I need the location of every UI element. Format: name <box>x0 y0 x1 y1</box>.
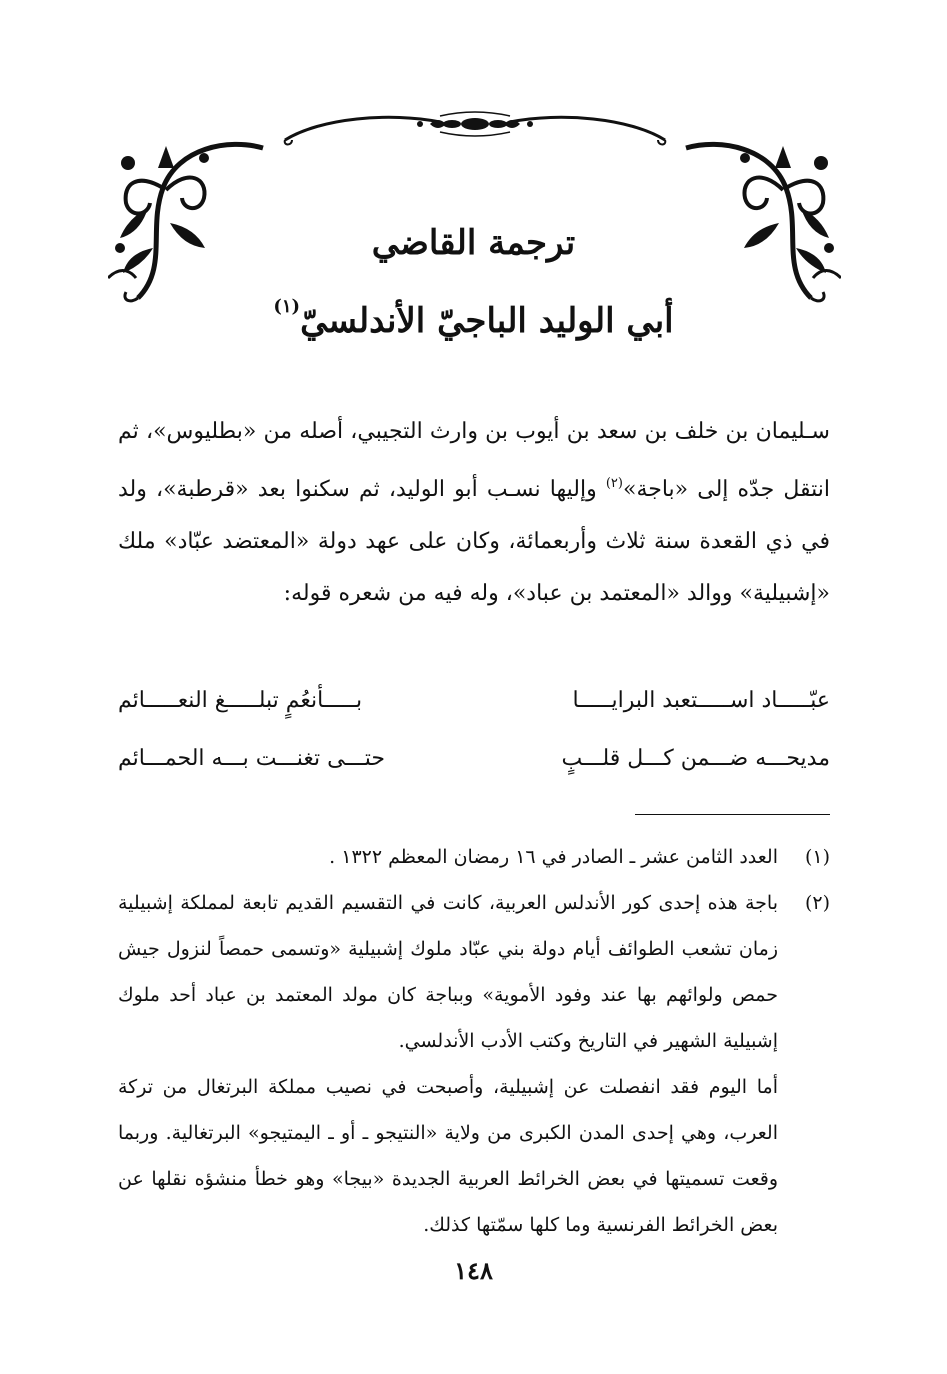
verse-first-hemistich: عبّـــــاد اســـــتعبد البرايـــــا <box>572 688 830 713</box>
footnotes <box>118 834 830 1248</box>
footnote-number: (١) <box>804 846 830 868</box>
poem-verse <box>118 672 830 730</box>
verse-first-hemistich: مديحـــه ضـــمن كـــل قلـــبٍ <box>561 746 830 771</box>
footnote-body <box>118 834 778 880</box>
body-text-part-2: وإليها نسـب أبو الوليد، ثم سكنوا بعد «قرطبة»، ولد في ذي القعدة سنة ثلاث وأربعمائة، وكان على عهد دولة «المعتضد عبّاد» ملك «إشبيلية» ووالد «المعتمد بن عباد»، وله فيه من شعره قوله: <box>118 477 830 606</box>
scroll-ornament-icon <box>280 108 670 148</box>
title-footnote-ref: (١) <box>273 296 301 317</box>
body-footnote-ref: (٢) <box>605 476 623 491</box>
poem <box>118 672 830 788</box>
verse-second-hemistich: بـــــأنعُمٍ تبلـــــغ النعـــــائم <box>118 688 363 713</box>
footnote-paragraph: العدد الثامن عشر ـ الصادر في ١٦ رمضان المعظم ١٣٢٢ . <box>329 846 778 868</box>
footnote-2 <box>118 880 830 1248</box>
footnote-body <box>118 880 778 1248</box>
footnote-divider <box>635 814 830 815</box>
page-number: ١٤٨ <box>454 1256 493 1285</box>
footnote-paragraph: باجة هذه إحدى كور الأندلس العربية، كانت في التقسيم القديم تابعة لمملكة إشبيلية زمان تشعب الطوائف أيام دولة بني عبّاد ملوك إشبيلية «وتسمى حمصاً لنزول جيش حمص ولوائهم بها عند وفود الأموية» وبباجة كان مولد المعتمد بن عباد أحد ملوك إشبيلية الشهير في التاريخ وكتب الأدب الأندلسي. <box>118 892 778 1052</box>
footnote-paragraph: أما اليوم فقد انفصلت عن إشبيلية، وأصبحت في نصيب مملكة البرتغال من تركة العرب، وهي إحدى المدن الكبرى من ولاية «النتيجو ـ أو ـ اليمتيجو» البرتغالية. وربما وقعت تسميتها في بعض الخرائط العربية الجديدة «بيجا» وهو خطأ منشؤه نقلها عن بعض الخرائط الفرنسية وما كلها سمّتها كذلك. <box>118 1076 779 1236</box>
verse-second-hemistich: حتـــى تغنـــت بـــه الحمـــائم <box>118 746 385 771</box>
page-title: ترجمة القاضي <box>371 223 576 263</box>
footnote-number: (٢) <box>804 892 830 914</box>
poem-verse <box>118 730 830 788</box>
page-subtitle <box>230 282 717 346</box>
body-text-part-1: سـليمان بن خلف بن سعد بن أيوب بن وارث التجيبي، أصله من «بطليوس»، ثم انتقل جدّه إلى «باجة» <box>118 419 830 502</box>
body-paragraph <box>118 406 830 620</box>
subtitle-text: أبي الوليد الباجيّ الأندلسيّ <box>300 301 674 341</box>
footnote-1 <box>118 834 830 880</box>
